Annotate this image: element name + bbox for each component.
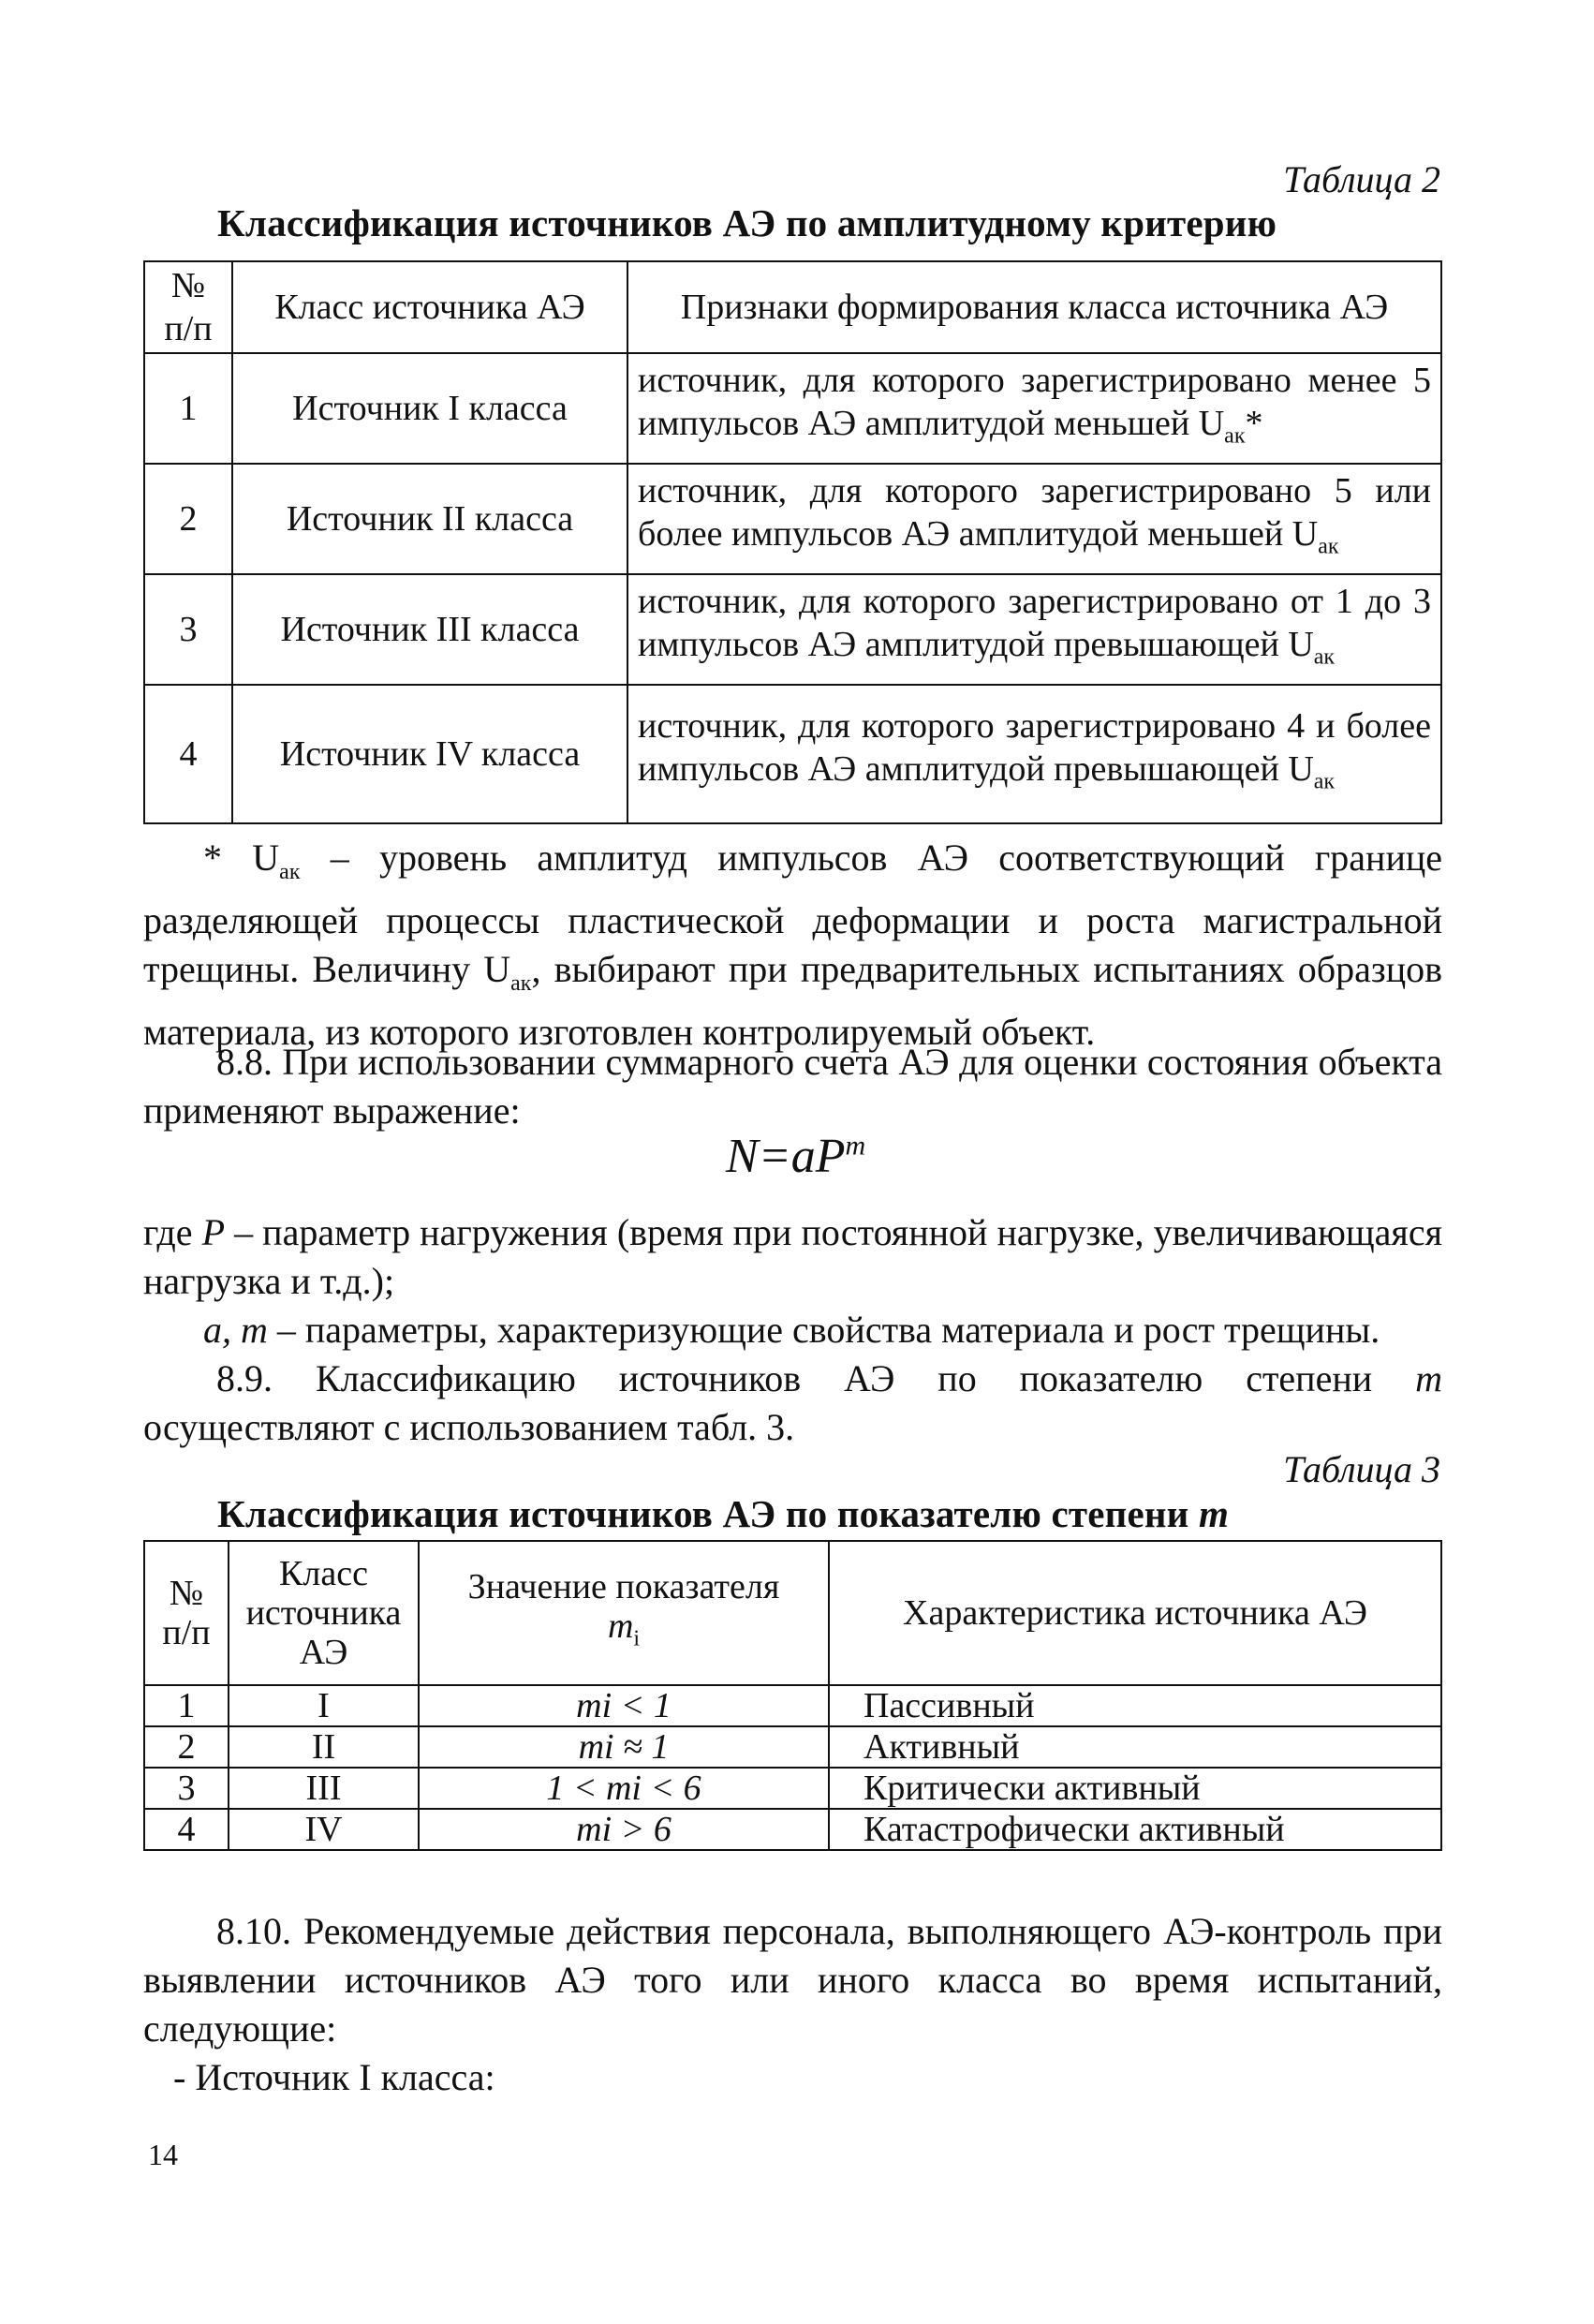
table-row <box>144 685 1441 823</box>
table2-title: Классификация источников АЭ по амплитудному критерию <box>217 201 1277 244</box>
characteristic-cell: Катастрофически активный <box>829 1809 1441 1850</box>
table-header-row <box>144 261 1441 353</box>
value-cell: mi > 6 <box>419 1809 829 1850</box>
characteristic-cell: Критически активный <box>829 1768 1441 1809</box>
source-class: Источник II класса <box>232 464 627 574</box>
formula-params: a, m – параметры, характеризующие свойства материала и рост трещины. <box>203 1309 1380 1351</box>
criteria-cell: источник, для которого зарегистрировано 4 и более импульсов АЭ амплитудой превышающей $U_{ак}$ <box>627 685 1441 823</box>
header-cell: Значение показателя $m_i$ <box>419 1541 829 1685</box>
row-number: 4 <box>144 685 232 823</box>
paragraph-8-8: 8.8. При использовании суммарного счета АЭ для оценки состояния объекта применяют выражение: <box>143 1041 1442 1132</box>
header-cell: Признаки формирования класса источника АЭ <box>627 261 1441 353</box>
value-cell: mi ≈ 1 <box>419 1726 829 1768</box>
source-class: Источник IV класса <box>232 685 627 823</box>
source-class: I <box>229 1685 419 1726</box>
footnote: * $U_{ак}$ – уровень амплитуд импульсов АЭ соответствующий границе разделяющей процессы пластической деформации и роста магистральной трещины. Величину $U_{ак}$, выбирают при предварительных испытаниях образцов материала, из которого изготовлен контролируемый объект. <box>143 836 1443 1053</box>
paragraph-8-10: 8.10. Рекомендуемые действия персонала, выполняющего АЭ-контроль при выявлении источников АЭ того или иного класса во время испытаний, следующие: <box>143 1910 1442 2050</box>
characteristic-cell: Пассивный <box>829 1685 1441 1726</box>
table2-label: Таблица 2 <box>1283 158 1440 200</box>
header-cell: Класс источника АЭ <box>232 261 627 353</box>
table3 <box>143 1540 1442 1851</box>
row-number: 1 <box>144 353 232 464</box>
table-row <box>144 1809 1441 1850</box>
row-number: 4 <box>144 1809 229 1850</box>
list-item: - Источник I класса: <box>173 2056 495 2098</box>
table-row <box>144 353 1441 464</box>
header-cell: Класс источника АЭ <box>229 1541 419 1685</box>
table-row <box>144 1726 1441 1768</box>
row-number: 2 <box>144 464 232 574</box>
characteristic-cell: Активный <box>829 1726 1441 1768</box>
row-number: 3 <box>144 1768 229 1809</box>
header-cell: № п/п <box>144 261 232 353</box>
table-header-row <box>144 1541 1441 1685</box>
table3-label: Таблица 3 <box>1283 1448 1440 1490</box>
criteria-cell: источник, для которого зарегистрировано от 1 до 3 импульсов АЭ амплитудой превышающей $U_{ак}$ <box>627 574 1441 685</box>
table2 <box>143 260 1442 824</box>
source-class: IV <box>229 1809 419 1850</box>
header-cell: № п/п <box>144 1541 229 1685</box>
table-row <box>144 1768 1441 1809</box>
row-number: 1 <box>144 1685 229 1726</box>
criteria-cell: источник, для которого зарегистрировано 5 или более импульсов АЭ амплитудой меньшей $U_{ак}$ <box>627 464 1441 574</box>
row-number: 2 <box>144 1726 229 1768</box>
table-row <box>144 464 1441 574</box>
value-cell: 1 < mi < 6 <box>419 1768 829 1809</box>
source-class: II <box>229 1726 419 1768</box>
row-number: 3 <box>144 574 232 685</box>
source-class: Источник I класса <box>232 353 627 464</box>
formula: $N=aP^m$ <box>726 1130 866 1183</box>
formula-where: где P – параметр нагружения (время при постоянной нагрузке, увеличивающаяся нагрузка и т.д.); <box>143 1211 1442 1302</box>
source-class: Источник III класса <box>232 574 627 685</box>
criteria-cell: источник, для которого зарегистрировано менее 5 импульсов АЭ амплитудой меньшей $U_{ак}*$ <box>627 353 1441 464</box>
table-row <box>144 1685 1441 1726</box>
value-cell: mi < 1 <box>419 1685 829 1726</box>
table-row <box>144 574 1441 685</box>
table3-title: Классификация источников АЭ по показателю степени m <box>217 1492 1230 1535</box>
header-cell: Характеристика источника АЭ <box>829 1541 1441 1685</box>
source-class: III <box>229 1768 419 1809</box>
page-number: 14 <box>148 2138 178 2171</box>
paragraph-8-9: 8.9. Классификацию источников АЭ по показателю степени m осуществляют с использованием табл. 3. <box>143 1357 1442 1448</box>
